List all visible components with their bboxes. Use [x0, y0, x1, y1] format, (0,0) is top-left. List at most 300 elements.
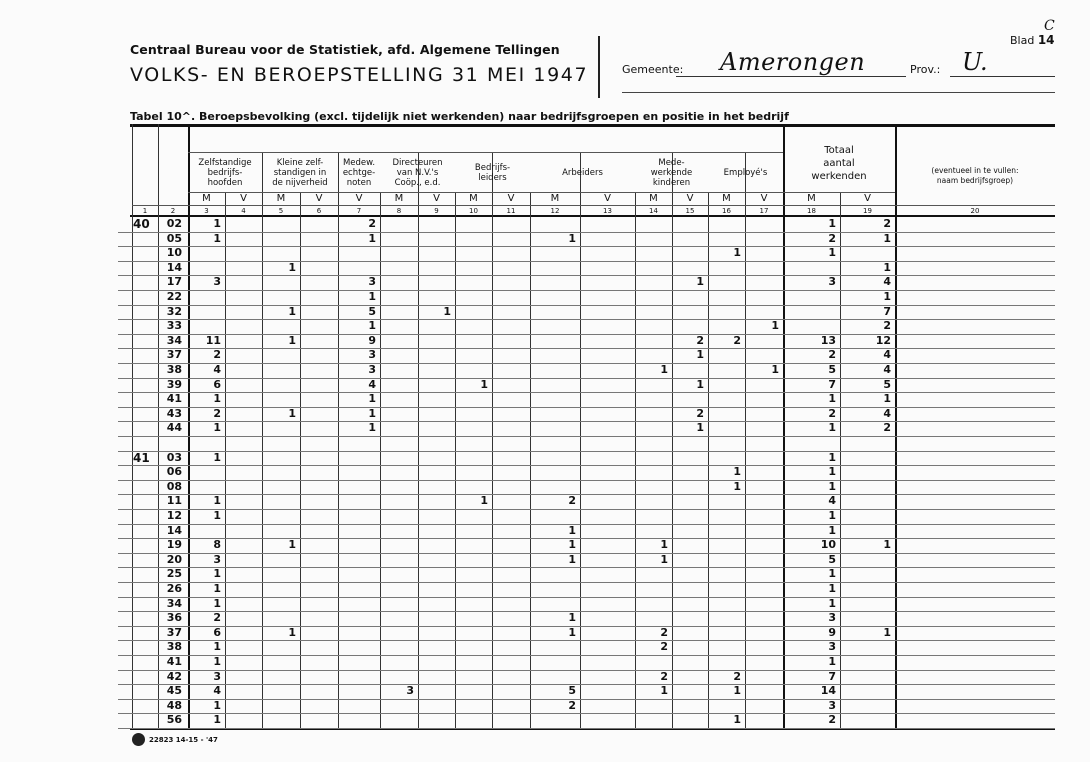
- cell-col-5: 1: [288, 260, 296, 274]
- cell-col-18: 5: [828, 552, 836, 566]
- header-group-line: Directeuren: [392, 158, 443, 168]
- table-row: [118, 597, 1055, 598]
- table-row: [118, 261, 1055, 262]
- header-group-line: werkende: [650, 168, 693, 178]
- table-row: [118, 421, 1055, 422]
- table-row: [118, 611, 1055, 612]
- column-number: 6: [316, 207, 322, 215]
- cell-col-3: 1: [213, 392, 221, 406]
- gemeente-label: Gemeente:: [622, 63, 684, 76]
- gemeente-value: Amerongen: [720, 48, 866, 76]
- bedrijfsgroep-value: 38: [166, 640, 182, 654]
- cell-col-3: 1: [213, 698, 221, 712]
- cell-col-18: 13: [820, 333, 836, 347]
- bedrijfsgroep-value: 41: [166, 392, 182, 406]
- cell-col-16: 1: [733, 479, 741, 493]
- bedrijfsgroep-value: 10: [166, 246, 182, 260]
- table-row: [118, 553, 1055, 554]
- header-group-line: kinderen: [652, 178, 691, 188]
- header-group-7: [635, 155, 708, 191]
- header-group-line: Mede-: [658, 158, 685, 168]
- grid-vertical-line: [262, 152, 263, 728]
- bedrijfsgroep-value: 32: [166, 304, 182, 318]
- column-number: 18: [807, 207, 816, 215]
- column-number: 16: [722, 207, 731, 215]
- bedrijfsgroep-value: 20: [166, 552, 182, 566]
- cell-col-7: 1: [368, 319, 376, 333]
- cell-col-18: 3: [828, 698, 836, 712]
- cell-col-3: 1: [213, 596, 221, 610]
- cell-col-18: 1: [828, 567, 836, 581]
- bedrijfsgroep-value: 34: [166, 596, 182, 610]
- cell-col-18: 5: [828, 363, 836, 376]
- cell-col-15: 1: [696, 377, 704, 391]
- cell-col-19: 2: [883, 421, 891, 435]
- cell-col-15: 1: [696, 275, 704, 289]
- cell-col-3: 3: [213, 275, 221, 289]
- cell-col-14: 2: [660, 625, 668, 639]
- grid-vertical-line: [225, 192, 226, 728]
- bedrijfsgroep-value: 06: [166, 465, 182, 479]
- cell-col-18: 7: [828, 377, 836, 391]
- cell-col-7: 5: [368, 304, 376, 318]
- bedrijfsgroep-value: 14: [166, 260, 182, 274]
- bedrijfsgroep-value: 19: [166, 538, 182, 552]
- grid-vertical-line: [530, 192, 531, 728]
- blad-label-text: Blad: [1010, 34, 1035, 47]
- cell-col-17: 1: [771, 319, 779, 333]
- blad-handwritten-mark: C: [1044, 18, 1055, 34]
- print-code: 22823 14-15 - '47: [149, 735, 218, 744]
- cell-col-3: 1: [213, 231, 221, 245]
- bedrijfsgroep-value: 26: [166, 582, 182, 595]
- bedrijfsgroep-value: 11: [166, 494, 182, 508]
- mv-label: V: [686, 193, 694, 204]
- prov-underline: [950, 76, 1055, 77]
- cell-col-19: 4: [883, 406, 891, 420]
- cell-col-7: 1: [368, 231, 376, 245]
- cell-col-18: 1: [828, 392, 836, 406]
- table-row: [118, 436, 1055, 437]
- header-group-line: Employé's: [723, 168, 768, 178]
- mv-label: M: [807, 193, 816, 204]
- cell-col-3: 3: [213, 552, 221, 566]
- table-row: [118, 451, 1055, 452]
- cell-col-3: 1: [213, 509, 221, 522]
- column-number: 2: [170, 207, 176, 215]
- bedrijfsgroep-value: 25: [166, 567, 182, 581]
- cell-col-3: 1: [213, 450, 221, 464]
- cell-col-19: 1: [883, 260, 891, 274]
- cell-col-3: 3: [213, 669, 221, 683]
- table-row: [118, 407, 1055, 408]
- header-group-6: [530, 155, 635, 191]
- cell-col-7: 1: [368, 406, 376, 420]
- mv-label: M: [722, 193, 731, 204]
- bedrijfsgroep-value: 48: [166, 698, 182, 712]
- table-row: [118, 728, 1055, 729]
- cell-col-12: 1: [568, 625, 576, 639]
- column-number: 11: [506, 207, 516, 215]
- cell-col-18: 2: [828, 406, 836, 420]
- cell-col-8: 3: [406, 684, 414, 698]
- bedrijfsgroep-value: 44: [166, 421, 182, 435]
- header-group-4: [380, 155, 455, 191]
- header-group-line: noten: [346, 178, 372, 188]
- column-number: 17: [759, 207, 769, 215]
- cell-col-15: 2: [696, 406, 704, 420]
- cell-col-14: 1: [660, 552, 668, 566]
- cell-col-7: 3: [368, 275, 376, 289]
- cell-col-19: 1: [883, 538, 891, 552]
- bedrijfsgroep-value: 03: [166, 450, 182, 464]
- organization-name: Centraal Bureau voor de Statistiek, afd. Algemene Tellingen: [130, 42, 560, 57]
- table-row: [118, 392, 1055, 393]
- table-row: [118, 319, 1055, 320]
- table-row: [118, 378, 1055, 379]
- cell-col-18: 4: [828, 494, 836, 508]
- cell-col-15: 2: [696, 333, 704, 347]
- cell-col-5: 1: [288, 304, 296, 318]
- mv-label: V: [240, 193, 247, 204]
- cell-col-12: 1: [568, 231, 576, 245]
- header-group-line: Medew.: [342, 158, 376, 168]
- header-group-8: [708, 155, 783, 191]
- cell-col-15: 1: [696, 348, 704, 362]
- column-number: 10: [469, 207, 478, 215]
- cell-col-12: 1: [568, 552, 576, 566]
- cell-col-7: 1: [368, 392, 376, 406]
- bedrijfsgroep-value: 22: [166, 290, 182, 303]
- cell-col-18: 1: [828, 479, 836, 493]
- cell-col-19: 7: [883, 304, 891, 318]
- cell-col-14: 2: [660, 640, 668, 654]
- gemeente-underline: [676, 76, 906, 77]
- cell-col-7: 2: [368, 217, 376, 230]
- prov-label: Prov.:: [910, 63, 941, 76]
- cell-col-16: 1: [733, 713, 741, 727]
- column-number: 20: [970, 207, 980, 215]
- cell-col-7: 1: [368, 290, 376, 303]
- table-top-rule: [130, 124, 1055, 127]
- cell-col-3: 1: [213, 582, 221, 595]
- column-number: 15: [685, 207, 695, 215]
- table-row: [118, 275, 1055, 276]
- cell-col-3: 2: [213, 611, 221, 625]
- cell-col-12: 2: [568, 698, 576, 712]
- header-group-line: Bedrijfs-: [474, 163, 511, 173]
- bedrijfsgroep-value: 08: [166, 479, 182, 493]
- header-group-line: leiders: [478, 173, 507, 183]
- cell-col-12: 1: [568, 538, 576, 552]
- grid-vertical-line: [672, 152, 673, 728]
- cell-col-5: 1: [288, 625, 296, 639]
- table-row: [118, 246, 1055, 247]
- cell-col-7: 3: [368, 363, 376, 376]
- cell-col-19: 4: [883, 363, 891, 376]
- cell-col-7: 9: [368, 333, 376, 347]
- header-second-line: [622, 92, 1055, 93]
- blad-label: [1010, 33, 1055, 47]
- grid-vertical-line: [455, 192, 456, 728]
- number-row-line: [132, 205, 1055, 206]
- table-row: [118, 699, 1055, 700]
- cell-col-3: 6: [213, 625, 221, 639]
- cell-col-18: 3: [828, 275, 836, 289]
- mv-label: V: [433, 193, 440, 204]
- cell-col-12: 1: [568, 611, 576, 625]
- cell-col-19: 12: [875, 333, 891, 347]
- cell-col-3: 1: [213, 494, 221, 508]
- mv-label: M: [202, 193, 211, 204]
- footer: [132, 733, 218, 746]
- cell-col-16: 1: [733, 684, 741, 698]
- column-number: 13: [603, 207, 612, 215]
- cell-col-19: 1: [883, 392, 891, 406]
- cell-col-19: 2: [883, 217, 891, 230]
- cell-col-18: 1: [828, 655, 836, 668]
- column-number: 12: [550, 207, 560, 215]
- header-totaal-line: Totaal: [824, 144, 854, 156]
- mv-label: V: [864, 193, 871, 204]
- table-row: [118, 640, 1055, 641]
- mv-label: M: [649, 193, 658, 204]
- header-group-line: de nijverheid: [272, 178, 328, 188]
- cell-col-3: 1: [213, 217, 221, 230]
- header-group-line: echtge-: [342, 168, 376, 178]
- bedrijfsgroep-value: 42: [166, 669, 182, 683]
- cell-col-19: 1: [883, 625, 891, 639]
- table-header-bottom-rule: [130, 215, 1055, 217]
- cell-col-3: 1: [213, 421, 221, 435]
- cell-col-16: 1: [733, 246, 741, 260]
- table-row: [118, 655, 1055, 656]
- cell-col-18: 3: [828, 640, 836, 654]
- cell-col-18: 1: [828, 465, 836, 479]
- cell-col-3: 11: [205, 333, 221, 347]
- cell-col-10: 1: [480, 377, 488, 391]
- bedrijfsgroep-value: 45: [166, 684, 182, 698]
- bedrijfsgroep-value: 34: [166, 333, 182, 347]
- mv-label: V: [507, 193, 515, 204]
- form-title: VOLKS- EN BEROEPSTELLING 31 MEI 1947: [130, 64, 589, 86]
- blad-number: 14: [1037, 33, 1055, 47]
- grid-vertical-line: [492, 152, 493, 728]
- positie-header-line: [188, 152, 783, 153]
- cell-col-19: 4: [883, 275, 891, 289]
- bedrijfsklasse-value: 40: [133, 217, 150, 231]
- cell-col-18: 9: [828, 625, 836, 639]
- bedrijfsgroep-value: 12: [166, 509, 182, 522]
- header-group-line: van N.V.'s: [396, 168, 439, 178]
- column-number: 4: [241, 207, 246, 215]
- table-row: [118, 670, 1055, 671]
- mv-label: V: [315, 193, 323, 204]
- cell-col-5: 1: [288, 406, 296, 420]
- cell-col-3: 6: [213, 377, 221, 391]
- prov-value: U.: [962, 48, 988, 76]
- table-row: [118, 305, 1055, 306]
- table-row: [118, 232, 1055, 233]
- column-number: 3: [204, 207, 209, 215]
- grid-vertical-line: [418, 152, 419, 728]
- bedrijfsgroep-value: 14: [166, 523, 182, 537]
- cell-col-18: 1: [828, 217, 836, 230]
- grid-vertical-line: [300, 192, 301, 728]
- cell-col-3: 2: [213, 348, 221, 362]
- table-row: [118, 626, 1055, 627]
- cell-col-16: 2: [733, 669, 741, 683]
- header-totaal: [783, 136, 895, 190]
- cell-col-3: 2: [213, 406, 221, 420]
- header-group-line: Coöp., e.d.: [394, 178, 441, 188]
- header-group-line: hoofden: [207, 178, 243, 188]
- cell-col-18: 14: [820, 684, 836, 698]
- cell-col-5: 1: [288, 333, 296, 347]
- cell-col-19: 5: [883, 377, 891, 391]
- bedrijfsgroep-value: 02: [166, 217, 182, 230]
- cell-col-17: 1: [771, 363, 779, 376]
- column-number: 19: [863, 207, 872, 215]
- header-group-1: [188, 155, 262, 191]
- grid-vertical-line: [380, 192, 381, 728]
- table-row: [118, 538, 1055, 539]
- table-row: [118, 713, 1055, 714]
- cell-col-18: 1: [828, 246, 836, 260]
- column-number: 9: [434, 207, 439, 215]
- cell-col-14: 1: [660, 363, 668, 376]
- grid-vertical-line: [580, 152, 581, 728]
- cell-col-18: 2: [828, 231, 836, 245]
- header-group-line: Kleine zelf-: [276, 158, 324, 168]
- table-row: [118, 465, 1055, 466]
- grid-vertical-line: [745, 152, 746, 728]
- cell-col-3: 8: [213, 538, 221, 552]
- table-row: [118, 684, 1055, 685]
- table-row: [118, 509, 1055, 510]
- mv-label: M: [469, 193, 478, 204]
- mv-label: M: [276, 193, 286, 204]
- cell-col-15: 1: [696, 421, 704, 435]
- cell-col-12: 5: [568, 684, 576, 698]
- header-divider: [598, 36, 600, 98]
- table-row: [118, 524, 1055, 525]
- cell-col-18: 1: [828, 523, 836, 537]
- column-number: 8: [396, 207, 402, 215]
- column-number: 14: [649, 207, 658, 215]
- bedrijfsgroep-value: 38: [166, 363, 182, 376]
- bedrijfsgroep-value: 39: [166, 377, 182, 391]
- cell-col-3: 4: [213, 363, 221, 376]
- header-opmerkingen-sub: (eventueel in te vullen:: [931, 166, 1019, 175]
- cell-col-14: 2: [660, 669, 668, 683]
- table-row: [118, 334, 1055, 335]
- header-opmerkingen-sub: naam bedrijfsgroep): [936, 176, 1014, 185]
- cell-col-7: 1: [368, 421, 376, 435]
- table-row: [118, 290, 1055, 291]
- cell-col-18: 2: [828, 348, 836, 362]
- bedrijfsgroep-value: 05: [166, 231, 182, 245]
- cell-col-14: 1: [660, 684, 668, 698]
- cell-col-19: 1: [883, 231, 891, 245]
- column-number: 1: [142, 207, 148, 215]
- cell-col-18: 1: [828, 596, 836, 610]
- cell-col-10: 1: [480, 494, 488, 508]
- cell-col-12: 1: [568, 523, 576, 537]
- mv-label: V: [760, 193, 768, 204]
- header-totaal-line: aantal: [823, 157, 855, 169]
- column-number: 7: [356, 207, 362, 215]
- cell-col-18: 7: [828, 669, 836, 683]
- table-row: [118, 480, 1055, 481]
- bedrijfsgroep-value: 36: [166, 611, 182, 625]
- cell-col-18: 10: [820, 538, 836, 552]
- header-group-3: [338, 155, 380, 191]
- cell-col-18: 1: [828, 509, 836, 522]
- cell-col-7: 3: [368, 348, 376, 362]
- bedrijfsgroep-value: 41: [166, 655, 182, 668]
- table-caption: Tabel 10^. Beroepsbevolking (excl. tijdelijk niet werkenden) naar bedrijfsgroepen en positie in het bedrijf: [130, 110, 789, 123]
- bedrijfsgroep-value: 37: [166, 625, 182, 639]
- cell-col-3: 1: [213, 640, 221, 654]
- cbs-logo-icon: [132, 733, 145, 746]
- bedrijfsgroep-value: 17: [166, 275, 182, 289]
- bedrijfsgroep-value: 56: [166, 713, 182, 727]
- cell-col-18: 1: [828, 450, 836, 464]
- cell-col-9: 1: [443, 304, 451, 318]
- table-row: [118, 494, 1055, 495]
- cell-col-12: 2: [568, 494, 576, 508]
- mv-label: V: [604, 193, 611, 204]
- table-row: [118, 363, 1055, 364]
- cell-col-5: 1: [288, 538, 296, 552]
- header-group-2: [262, 155, 338, 191]
- cell-col-3: 1: [213, 567, 221, 581]
- cell-col-16: 2: [733, 333, 741, 347]
- cell-col-16: 1: [733, 465, 741, 479]
- mv-label: M: [550, 193, 560, 204]
- mv-label: V: [355, 193, 363, 204]
- cell-col-7: 4: [368, 377, 376, 391]
- cell-col-18: 1: [828, 582, 836, 595]
- column-number: 5: [278, 207, 284, 215]
- cell-col-19: 4: [883, 348, 891, 362]
- header-group-line: standigen in: [273, 168, 327, 178]
- table-row: [118, 582, 1055, 583]
- header-group-line: Arbeiders: [562, 168, 603, 178]
- cell-col-3: 1: [213, 655, 221, 668]
- bedrijfsgroep-value: 43: [166, 406, 182, 420]
- table-row: [118, 567, 1055, 568]
- header-group-5: [455, 155, 530, 191]
- cell-col-14: 1: [660, 538, 668, 552]
- bedrijfsgroep-value: 37: [166, 348, 182, 362]
- cell-col-3: 1: [213, 713, 221, 727]
- cell-col-3: 4: [213, 684, 221, 698]
- cell-col-18: 3: [828, 611, 836, 625]
- grid-vertical-line: [708, 192, 709, 728]
- cell-col-18: 1: [828, 421, 836, 435]
- header-group-line: bedrijfs-: [207, 168, 243, 178]
- bedrijfsgroep-value: 33: [166, 319, 182, 333]
- mv-label: M: [394, 193, 404, 204]
- header-totaal-line: werkenden: [811, 170, 867, 182]
- cell-col-18: 2: [828, 713, 836, 727]
- cell-col-19: 2: [883, 319, 891, 333]
- bedrijfsklasse-value: 41: [133, 450, 150, 465]
- table-row: [118, 348, 1055, 349]
- cell-col-19: 1: [883, 290, 891, 303]
